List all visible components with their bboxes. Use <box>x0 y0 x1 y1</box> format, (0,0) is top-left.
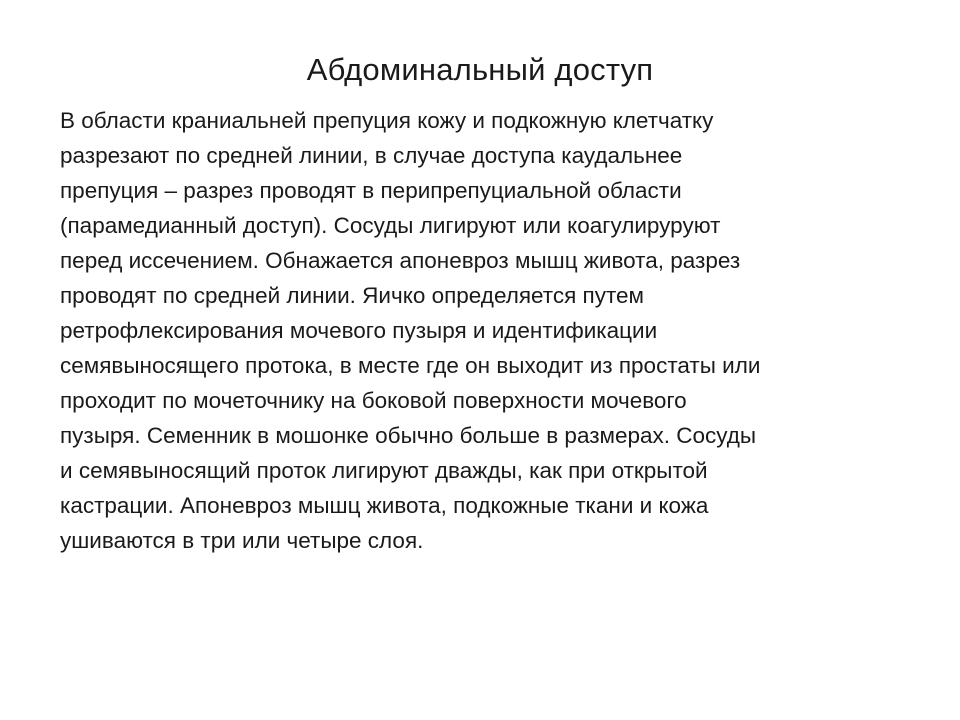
body-line: пузыря. Семенник в мошонке обычно больше в размерах. Сосуды <box>60 423 757 448</box>
slide-title: Абдоминальный доступ <box>306 52 654 87</box>
body-line: кастрации. Апоневроз мышц живота, подкожные ткани и кожа <box>60 493 709 518</box>
body-line: ретрофлексирования мочевого пузыря и идентификации <box>60 318 658 343</box>
body-line: и семявыносящий проток лигируют дважды, как при открытой <box>60 458 708 483</box>
body-line: проводят по средней линии. Яичко определяется путем <box>60 283 644 308</box>
body-line: препуция – разрез проводят в перипрепуциальной области <box>60 178 682 203</box>
body-line: (парамедианный доступ). Сосуды лигируют или коагулируруют <box>60 213 721 238</box>
body-line: перед иссечением. Обнажается апоневроз мышц живота, разрез <box>60 248 741 273</box>
slide-body <box>60 103 910 558</box>
body-line: В области краниальней препуция кожу и подкожную клетчатку <box>60 108 714 133</box>
body-line: проходит по мочеточнику на боковой поверхности мочевого <box>60 388 687 413</box>
body-line: разрезают по средней линии, в случае доступа каудальнее <box>60 143 683 168</box>
body-line: семявыносящего протока, в месте где он выходит из простаты или <box>60 353 761 378</box>
body-line: ушиваются в три или четыре слоя. <box>60 528 424 553</box>
